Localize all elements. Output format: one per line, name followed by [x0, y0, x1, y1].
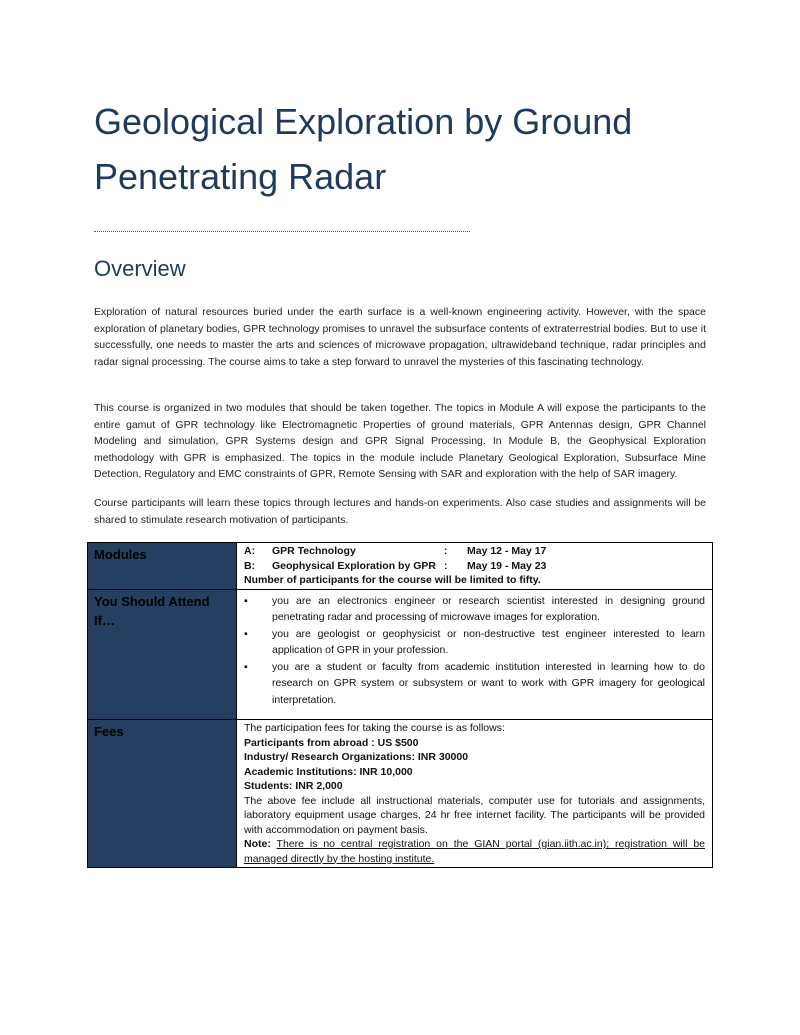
page-title: Geological Exploration by Ground Penetrating Radar	[94, 101, 633, 197]
module-colon: :	[444, 559, 448, 572]
fees-content	[237, 720, 713, 868]
modules-content	[237, 543, 713, 590]
bullet-icon: ▪	[244, 594, 248, 607]
module-name: Geophysical Exploration by GPR	[272, 559, 436, 572]
course-info-table	[87, 542, 713, 868]
fee-line: Students: INR 2,000	[244, 780, 343, 792]
fees-row	[88, 720, 713, 868]
modules-label: Modules	[88, 543, 237, 590]
module-letter: A:	[244, 545, 256, 557]
module-colon: :	[444, 545, 448, 557]
note-text: There is no central registration on the GIAN portal (gian.iith.ac.in); registration will be managed directly by the hosting institute.	[244, 838, 705, 865]
bullet-icon: ▪	[244, 660, 248, 673]
registration-note	[244, 837, 705, 866]
bullet-icon: ▪	[244, 627, 248, 640]
fee-line: Academic Institutions: INR 10,000	[244, 765, 413, 778]
fees-intro: The participation fees for taking the course is as follows:	[244, 722, 505, 734]
dotted-divider	[94, 231, 470, 232]
attend-item-text: you are a student or faculty from academic institution interested in learning how to do research on GPR system or subsystem or want to work with GPR imagery for geological interpretation.	[272, 660, 705, 706]
attend-item	[244, 659, 705, 709]
module-line	[244, 559, 705, 574]
fee-line: Participants from abroad : US $500	[244, 736, 419, 749]
attend-item-text: you are geologist or geophysicist or non-destructive test engineer interested to learn application of GPR in your profession.	[272, 627, 705, 656]
attend-item	[244, 626, 705, 659]
fee-line: Industry/ Research Organizations: INR 30000	[244, 751, 469, 763]
overview-paragraph: Course participants will learn these topics through lectures and hands-on experiments. Also case studies and assignments will be shared to stimulate research motivation of participants.	[94, 497, 706, 526]
module-dates: May 19 - May 23	[467, 559, 547, 572]
attend-item-text: you are an electronics engineer or research scientist interested in designing ground penetrating radar and processing of microwave images for exploration.	[272, 594, 705, 623]
module-letter: B:	[244, 559, 256, 572]
attend-row	[88, 589, 713, 720]
overview-paragraph: This course is organized in two modules that should be taken together. The topics in Module A will expose the participants to the entire gamut of GPR technology like Electromagnetic Properties of ground materials, GPR Antennas design, GPR Channel Modeling and simulation, GPR Systems design and GPR Signal Processing. In Module B, the Geophysical Exploration methodology with GPR is emphasized. The topics in the module include Planetary Geological Exploration, Subsurface Mine Detection, Regulatory and EMC constraints of GPR, Remote Sensing with SAR and exploration with the help of SAR imagery.	[94, 402, 706, 481]
fees-description: The above fee include all instructional materials, computer use for tutorials and assignments, laboratory equipment usage charges, 24 hr free internet facility. The participants will be provided with accommodation on payment basis.	[244, 794, 705, 836]
attend-label: You Should Attend If…	[88, 589, 237, 720]
attend-list	[244, 591, 705, 719]
module-line	[244, 544, 705, 559]
modules-row	[88, 543, 713, 590]
overview-paragraph: Exploration of natural resources buried under the earth surface is a well-known engineering activity. However, with the space exploration of planetary bodies, GPR technology promises to unravel the subsurface contents of extraterrestrial bodies. But to use it successfully, one needs to master the arts and sciences of microwave propagation, ultrawideband technique, radar principles and radar signal processing. The course aims to take a step forward to unravel the mysteries of this fascinating technology.	[94, 306, 706, 368]
module-name: GPR Technology	[272, 545, 356, 557]
overview-heading: Overview	[94, 256, 186, 281]
note-label: Note:	[244, 838, 271, 850]
attend-content	[237, 589, 713, 720]
participant-limit-note: Number of participants for the course will be limited to fifty.	[244, 574, 541, 586]
attend-item	[244, 593, 705, 626]
fees-label: Fees	[88, 720, 237, 868]
module-dates: May 12 - May 17	[467, 545, 547, 557]
